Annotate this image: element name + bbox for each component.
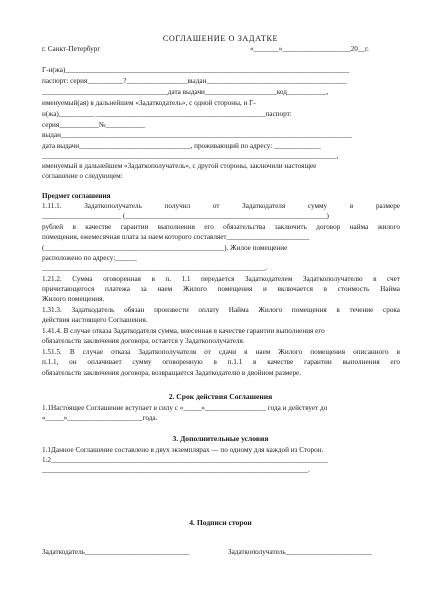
party-line: выдан_________________________________________________________________________________ — [42, 131, 353, 139]
section-line: «_____»_____________________года. — [42, 414, 158, 422]
section-line: обязательств заключения договора, возвращается Задаткодателю в двойном размере. — [42, 369, 302, 377]
section-line: 1.1Данное Соглашение составлено в двух экземплярах — по одному для каждой из Сторон. — [42, 446, 324, 454]
section-title-additional: 3. Дополнительные условия — [172, 434, 269, 443]
section-title-subject: Предмет соглашения — [42, 192, 111, 200]
party-line: н(жа)__________ _______________________________________________паспорт: — [42, 110, 292, 118]
section-line: расположено по адресу:______ — [42, 254, 137, 262]
section-line: п.1.1, он оплачивает сумму оговоренную в п.1.1 в качестве гарантии выполнения его — [42, 358, 400, 366]
party-line: Г-н(жа)_______________________________________________________________________________ — [42, 66, 350, 74]
section-line: обязательств заключения договора, остается у Задаткополучателя. — [42, 337, 245, 345]
section-line: помещения, ежемесячная плата за наем которого составляет_______________________ — [42, 233, 310, 241]
city: г. Санкт-Петербург — [42, 45, 101, 53]
signature-giver: Задаткодатель_____________________________ — [42, 548, 190, 556]
section-line: 1.1Настоящее Соглашение вступает в силу с «_____»_________________ года и действует до — [42, 404, 328, 412]
section-line: рублей в качестве гарантии выполнения его обязательства заключить договор найма жилого — [42, 223, 400, 231]
party-line: серия___________№___________ — [42, 121, 146, 129]
party-line: соглашение о следующем: — [42, 172, 123, 180]
party-line: паспорт: серия__________?_________________выдан_______________________________________ — [42, 77, 347, 85]
party-line: именуемый в дальнейшем «Задаткополучатель», с другой стороны, заключили настоящее — [42, 162, 317, 170]
section-line: действия настоящего Соглашения. — [42, 316, 148, 324]
section-line: 1.41.4. В случае отказа Задаткодателя сумма, внесенная в качестве гарантии выполнения его — [42, 327, 325, 335]
document-title: СОГЛАШЕНИЕ О ЗАДАТКЕ — [162, 34, 279, 43]
section-line: ______________________________________________________________. — [42, 264, 267, 272]
section-line: (__________________________________________________). Жилое помещение — [42, 244, 288, 252]
section-line: 1.51.5. В случае отказа Задаткополучателя от сдачи в наем Жилого помещения описанного в — [42, 348, 400, 356]
section-line: 1.2_____________________________________________________________________________ — [42, 456, 328, 464]
section-line: ______________________ (________________________________________________________) — [42, 212, 329, 220]
party-line: ___________________________________дата выдачи____________________код___________, — [42, 88, 329, 96]
section-line: 1.31.3. Задаткодатель обязан произвести оплату Найма Жилого помещения в течение срока — [42, 306, 400, 314]
section-line: Жилого помещения. — [42, 295, 105, 303]
section-line: 1.11.1. Задаткополучатель получил от Задаткодателя сумму в размере — [42, 202, 400, 210]
section-line: 1.21.2. Сумма оговоренная в п. 1.1 передается Задаткодателем Задаткополучателю в счет — [42, 275, 400, 283]
party-line: __________________________________________________________________________________, — [42, 152, 339, 160]
section-line: причитающегося платежа за наем Жилого помещения и включается в стоимость Найма — [42, 285, 400, 293]
section-line: __________________________________________________________________________. — [42, 466, 310, 474]
party-line: дата выдачи_______________________________, проживающий по адресу: _____________ — [42, 142, 321, 150]
party-line: именуемый(ая) в дальнейшем «Задаткодатель», с одной стороны, и Г- — [42, 99, 256, 107]
section-title-term: 2. Срок действия Соглашения — [168, 392, 273, 401]
signature-receiver: Задаткополучатель________________________ — [228, 548, 372, 556]
section-title-signatures: 4. Подписи сторон — [189, 518, 252, 527]
document-date: «_______»___________________20__г. — [250, 45, 369, 53]
